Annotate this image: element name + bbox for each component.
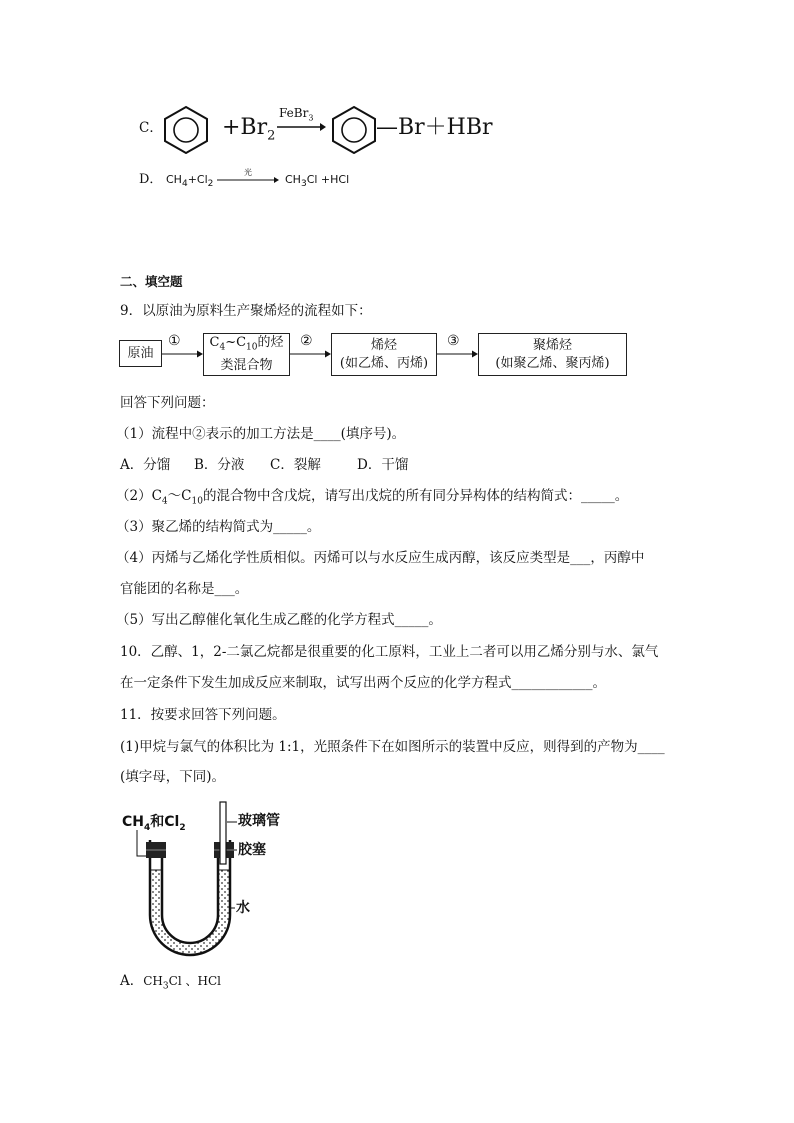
flow-step-3: ③ [447, 333, 460, 349]
option-c-reagent: $+Br_2$ [222, 115, 276, 144]
benzene-ring-icon [160, 104, 212, 154]
q10-line2: 在一定条件下发生加成反应来制取，试写出两个反应的化学方程式____________。 [120, 675, 606, 691]
flow-box-polyolefins: 聚烯烃 (如聚乙烯、聚丙烯) [478, 333, 627, 376]
flow-arrow-icon [162, 349, 204, 359]
q9-option-a: A．分馏 [120, 457, 171, 473]
section-title: 二、填空题 [120, 274, 183, 289]
stopper-label: 胶塞 [238, 842, 266, 858]
q9-part1: （1）流程中②表示的加工方法是____(填序号)。 [116, 426, 406, 442]
option-d-label: D． [139, 172, 163, 187]
q9-prompt: 回答下列问题： [120, 395, 215, 411]
q9-part4-line1: （4）丙烯与乙烯化学性质相似。丙烯可以与水反应生成丙醇，该反应类型是___，丙醇中 [116, 550, 645, 566]
q11-part1-line1: (1)甲烷与氯气的体积比为 1:1，光照条件下在如图所示的装置中反应，则得到的产物为____ [120, 739, 665, 755]
option-d-products: $CH_3Cl +HCl$ [285, 173, 350, 190]
q10-line1: 10．乙醇、1，2-二氯乙烷都是很重要的化工原料，工业上二者可以用乙烯分别与水、氯气 [120, 644, 659, 660]
q9-part4-line2: 官能团的名称是___。 [120, 581, 249, 597]
flow-box-hydrocarbon-mix: $C_4\sim C_{10}$的烃 类混合物 [203, 333, 290, 376]
option-c-catalyst: FeBr$_3$ [279, 106, 314, 123]
flow-step-1: ① [168, 333, 181, 349]
flow-arrow-icon [290, 349, 332, 359]
q11-part1-line2: (填字母，下同)。 [120, 769, 226, 785]
flow-step-2: ② [300, 333, 313, 349]
option-d-reactants: $CH_4+Cl_2$ [166, 173, 214, 190]
flow-arrow-icon [437, 349, 479, 359]
option-c-label: C． [139, 120, 163, 136]
q9-stem: 9．以原油为原料生产聚烯烃的流程如下： [120, 303, 372, 319]
q9-part2: $(2)C_4\sim C_{10}$的混合物中含戊烷，请写出戊烷的所有同分异构体的结构简式：_____。 [116, 488, 629, 507]
reaction-arrow-icon [216, 176, 280, 184]
q11-stem: 11．按要求回答下列问题。 [120, 707, 286, 723]
flow-box-crude-oil: 原油 [119, 340, 162, 367]
bromobenzene-ring-icon [328, 104, 380, 154]
q9-option-d: D．干馏 [357, 457, 409, 473]
q9-option-c: C．裂解 [270, 457, 321, 473]
q9-part3: （3）聚乙烯的结构简式为_____。 [116, 519, 321, 535]
gas-label: $CH_4$和$Cl_2$ [122, 814, 186, 833]
flow-box-alkenes: 烯烃 (如乙烯、丙烯) [331, 333, 437, 376]
reaction-arrow-icon [276, 122, 326, 132]
water-label: 水 [236, 900, 250, 916]
q11-option-a: A．$CH_3Cl$ 、HCl [120, 973, 221, 992]
q9-option-b: B．分液 [194, 457, 245, 473]
q9-part5: （5）写出乙醇催化氧化生成乙醛的化学方程式_____。 [116, 612, 442, 628]
glass-tube-label: 玻璃管 [238, 813, 280, 829]
option-c-product: —Br＋HBr [376, 115, 493, 140]
option-d-condition: 光 [244, 168, 252, 177]
